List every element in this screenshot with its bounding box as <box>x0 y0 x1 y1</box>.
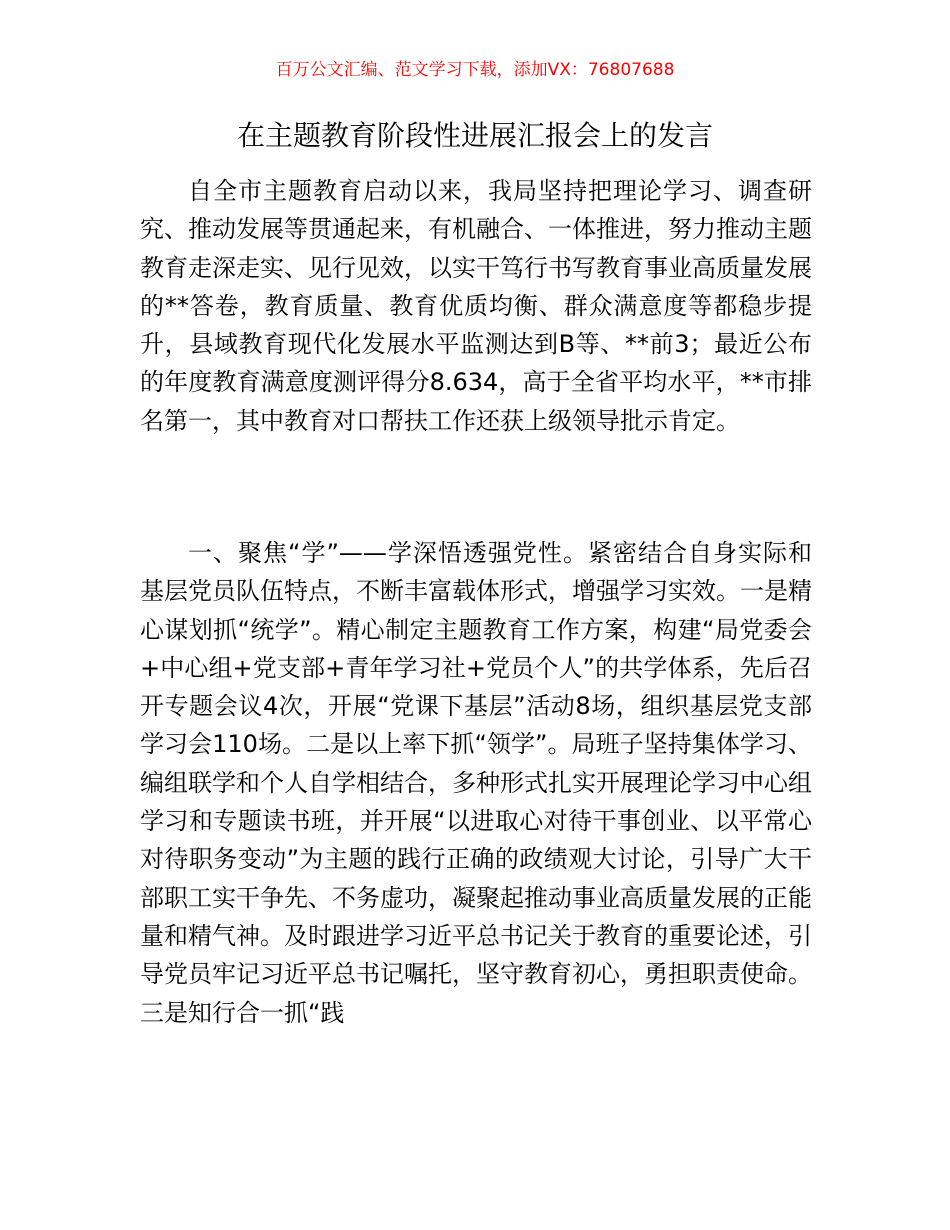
body-paragraph-intro: 自全市主题教育启动以来，我局坚持把理论学习、调查研究、推动发展等贯通起来，有机融合、一体推进，努力推动主题教育走深走实、见行见效，以实干笃行书写教育事业高质量发展的**答卷，教育质量、教育优质均衡、群众满意度等都稳步提升，县域教育现代化发展水平监测达到B等、**前3；最近公布的年度教育满意度测评得分8.634，高于全省平均水平，**市排名第一，其中教育对口帮扶工作还获上级领导批示肯定。 <box>140 177 812 435</box>
body-paragraph-section-one: 一、聚焦“学”——学深悟透强党性。紧密结合自身实际和基层党员队伍特点，不断丰富载体形式，增强学习实效。一是精心谋划抓“统学”。精心制定主题教育工作方案，构建“局党委会+中心组+党支部+青年学习社+党员个人”的共学体系，先后召开专题会议4次，开展“党课下基层”活动8场，组织基层党支部学习会110场。二是以上率下抓“领学”。局班子坚持集体学习、编组联学和个人自学相结合，多种形式扎实开展理论学习中心组学习和专题读书班，并开展“以进取心对待干事创业、以平常心对待职务变动”为主题的践行正确的政绩观大讨论，引导广大干部职工实干争先、不务虚功，凝聚起推动事业高质量发展的正能量和精气神。及时跟进学习近平总书记关于教育的重要论述，引导党员牢记习近平总书记嘱托，坚守教育初心，勇担职责使命。三是知行合一抓“践 <box>140 539 812 1027</box>
intro-paragraph-block <box>140 172 812 440</box>
section-paragraph-block <box>140 534 812 1032</box>
header-banner: 百万公文汇编、范文学习下载，添加VX：76807688 <box>275 60 675 80</box>
document-title: 在主题教育阶段性进展汇报会上的发言 <box>236 119 713 152</box>
